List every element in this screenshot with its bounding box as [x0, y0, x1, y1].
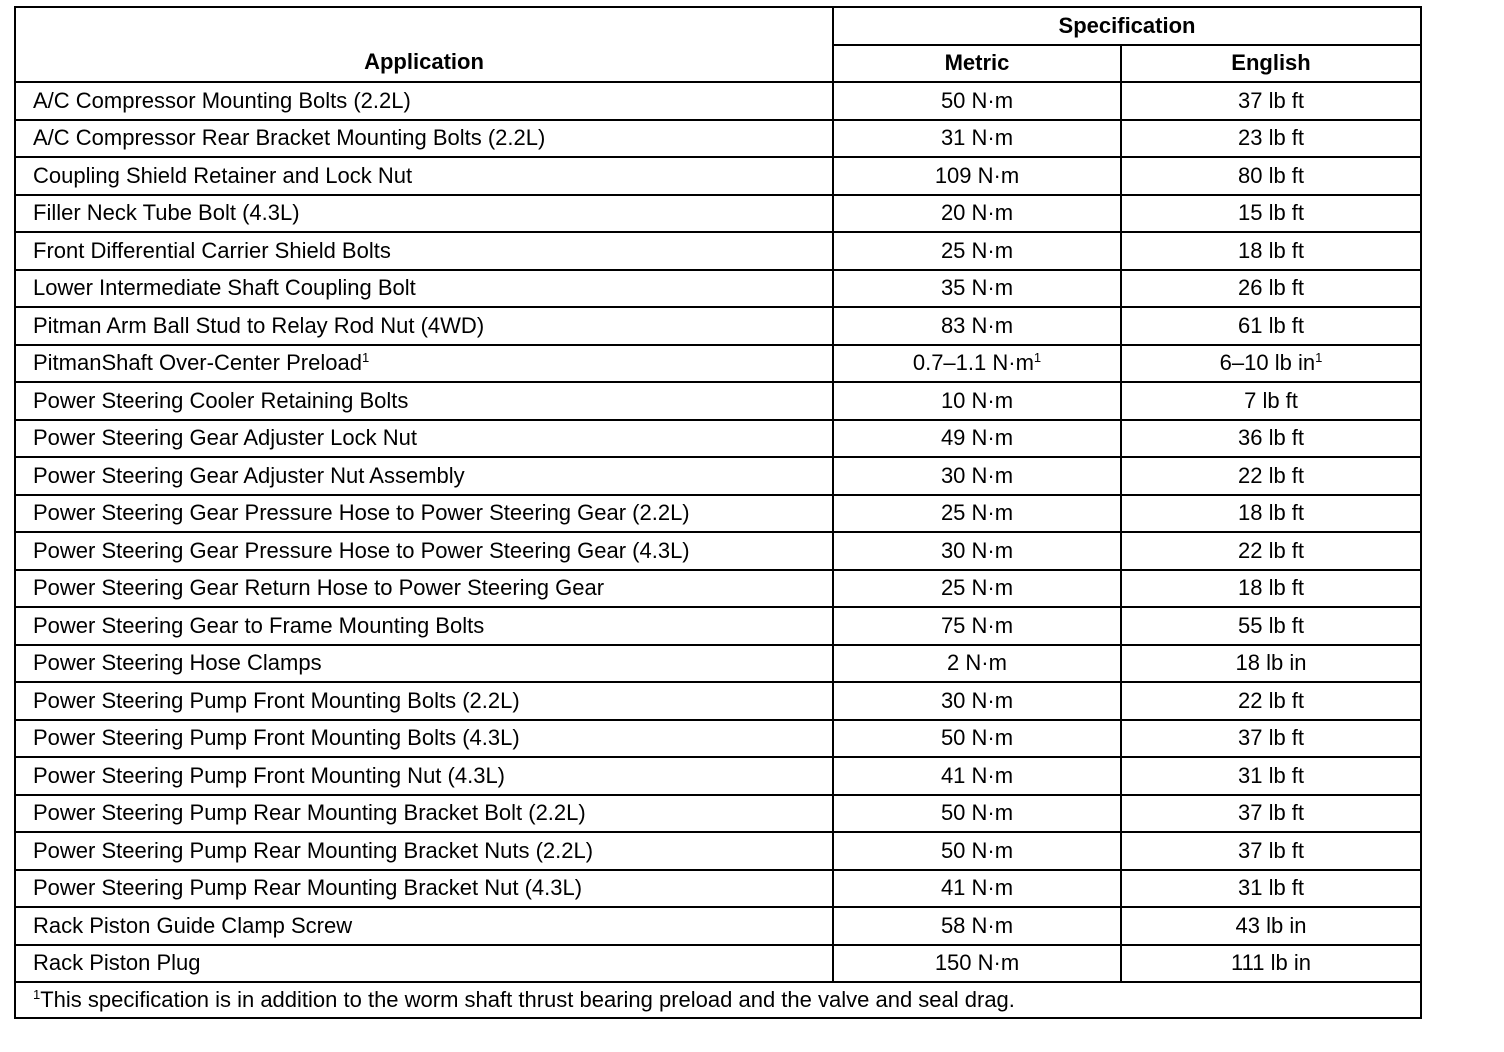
footnote-cell [15, 982, 1421, 1018]
metric-cell [833, 232, 1121, 270]
application-cell [15, 232, 833, 270]
metric-cell [833, 270, 1121, 308]
metric-cell-text: 2 N·m [947, 650, 1007, 676]
metric-cell-text: 49 N·m [940, 425, 1014, 451]
english-cell-text: 37 lb ft [1237, 800, 1305, 826]
table-row [15, 270, 1421, 308]
application-cell [15, 195, 833, 233]
english-cell [1121, 195, 1421, 233]
metric-cell-text: 10 N·m [940, 387, 1014, 413]
application-cell [15, 795, 833, 833]
metric-cell-text: 41 N·m [940, 875, 1014, 901]
metric-cell [833, 195, 1121, 233]
application-cell [15, 720, 833, 758]
english-cell [1121, 945, 1421, 983]
application-cell [15, 945, 833, 983]
table-row [15, 120, 1421, 158]
header-english: English [1121, 45, 1421, 83]
application-cell-text: Lower Intermediate Shaft Coupling Bolt [33, 275, 416, 301]
application-cell [15, 870, 833, 908]
metric-cell-text: 75 N·m [940, 612, 1014, 638]
application-cell [15, 607, 833, 645]
metric-cell-text: 50 N·m [940, 87, 1014, 113]
english-cell [1121, 645, 1421, 683]
application-cell-text: Power Steering Pump Front Mounting Nut (4.3L) [33, 762, 506, 788]
metric-cell [833, 570, 1121, 608]
english-cell-text: 31 lb ft [1237, 762, 1305, 788]
metric-cell [833, 82, 1121, 120]
table-row [15, 907, 1421, 945]
metric-cell [833, 345, 1121, 383]
application-cell-text: Power Steering Pump Rear Mounting Bracket Nuts (2.2L) [33, 837, 594, 863]
metric-cell-text: 50 N·m [940, 837, 1014, 863]
english-cell-text: 36 lb ft [1237, 425, 1305, 451]
application-cell [15, 420, 833, 458]
metric-cell-text: 30 N·m [940, 687, 1014, 713]
english-cell [1121, 382, 1421, 420]
table-row [15, 457, 1421, 495]
application-cell [15, 495, 833, 533]
application-cell [15, 645, 833, 683]
english-cell-text: 37 lb ft [1237, 837, 1305, 863]
metric-cell [833, 907, 1121, 945]
english-cell [1121, 345, 1421, 383]
table-row [15, 607, 1421, 645]
table-row [15, 307, 1421, 345]
application-cell-text: Filler Neck Tube Bolt (4.3L) [33, 200, 300, 226]
metric-cell-text: 25 N·m [940, 237, 1014, 263]
table-row [15, 645, 1421, 683]
application-cell-text: Power Steering Hose Clamps [33, 650, 322, 676]
table-row [15, 720, 1421, 758]
english-cell-text: 18 lb ft [1237, 575, 1305, 601]
english-cell-text: 18 lb ft [1237, 500, 1305, 526]
application-cell-text: Front Differential Carrier Shield Bolts [33, 237, 391, 263]
english-cell [1121, 682, 1421, 720]
table-row [15, 232, 1421, 270]
application-cell-text: Coupling Shield Retainer and Lock Nut [33, 162, 413, 188]
application-cell [15, 120, 833, 158]
english-cell-text: 7 lb ft [1244, 387, 1298, 413]
footnote-reference: 1 [361, 350, 370, 366]
english-cell-text: 26 lb ft [1237, 275, 1305, 301]
english-cell-text: 55 lb ft [1237, 612, 1305, 638]
application-cell-text: Power Steering Gear Adjuster Lock Nut [33, 425, 417, 451]
table-row [15, 82, 1421, 120]
metric-cell [833, 532, 1121, 570]
metric-cell [833, 832, 1121, 870]
metric-cell [833, 120, 1121, 158]
application-cell-text: Power Steering Cooler Retaining Bolts [33, 387, 409, 413]
footnote-row [15, 982, 1421, 1018]
application-cell [15, 532, 833, 570]
table-row [15, 757, 1421, 795]
english-cell [1121, 157, 1421, 195]
metric-cell [833, 457, 1121, 495]
metric-cell-text: 30 N·m [940, 462, 1014, 488]
application-cell [15, 907, 833, 945]
metric-cell [833, 157, 1121, 195]
english-cell [1121, 832, 1421, 870]
table-row [15, 832, 1421, 870]
table-row [15, 945, 1421, 983]
english-cell-text: 23 lb ft [1237, 125, 1305, 151]
application-cell-text: Power Steering Pump Front Mounting Bolts (2.2L) [33, 687, 520, 713]
english-cell-text: 22 lb ft [1237, 462, 1305, 488]
metric-cell-text: 41 N·m [940, 762, 1014, 788]
header-row-top [15, 7, 1421, 45]
application-cell [15, 82, 833, 120]
application-cell-text: Power Steering Pump Front Mounting Bolts (4.3L) [33, 725, 520, 751]
table-row [15, 382, 1421, 420]
english-cell-text: 37 lb ft [1237, 725, 1305, 751]
english-cell [1121, 270, 1421, 308]
table-row [15, 532, 1421, 570]
metric-cell [833, 307, 1121, 345]
english-cell [1121, 907, 1421, 945]
english-cell [1121, 570, 1421, 608]
application-cell [15, 382, 833, 420]
english-cell [1121, 757, 1421, 795]
header-application: Application [15, 7, 833, 82]
english-cell [1121, 420, 1421, 458]
english-cell-text: 15 lb ft [1237, 200, 1305, 226]
application-cell-text: Rack Piston Plug [33, 950, 201, 976]
application-cell [15, 570, 833, 608]
english-cell-text: 43 lb in [1235, 912, 1307, 938]
english-cell [1121, 870, 1421, 908]
header-specification: Specification [833, 7, 1421, 45]
metric-cell [833, 757, 1121, 795]
application-cell [15, 682, 833, 720]
english-cell [1121, 457, 1421, 495]
metric-cell-text: 58 N·m [940, 912, 1014, 938]
application-cell [15, 832, 833, 870]
table-row [15, 870, 1421, 908]
torque-specification-table [14, 6, 1422, 1019]
metric-cell-text: 35 N·m [940, 275, 1014, 301]
metric-cell-text: 31 N·m [940, 125, 1014, 151]
metric-cell [833, 682, 1121, 720]
table-row [15, 570, 1421, 608]
application-cell-text: Power Steering Pump Rear Mounting Bracket Bolt (2.2L) [33, 800, 586, 826]
footnote-reference: 1 [1315, 350, 1323, 366]
english-cell-text: 6–10 lb in [1219, 350, 1316, 376]
table-row [15, 495, 1421, 533]
application-cell-text: A/C Compressor Rear Bracket Mounting Bolts (2.2L) [33, 125, 546, 151]
application-cell [15, 457, 833, 495]
english-cell-text: 22 lb ft [1237, 537, 1305, 563]
table-row [15, 420, 1421, 458]
application-cell-text: Pitman Arm Ball Stud to Relay Rod Nut (4WD) [33, 312, 485, 338]
english-cell-text: 22 lb ft [1237, 687, 1305, 713]
table-row [15, 795, 1421, 833]
metric-cell-text: 0.7–1.1 N·m [912, 350, 1034, 376]
english-cell [1121, 532, 1421, 570]
english-cell [1121, 795, 1421, 833]
metric-cell-text: 150 N·m [934, 950, 1020, 976]
metric-cell [833, 607, 1121, 645]
application-cell-text: Rack Piston Guide Clamp Screw [33, 912, 353, 938]
metric-cell [833, 645, 1121, 683]
application-cell-text: Power Steering Gear Return Hose to Power Steering Gear [33, 575, 605, 601]
application-cell [15, 345, 833, 383]
table-row [15, 157, 1421, 195]
table-row [15, 345, 1421, 383]
english-cell [1121, 232, 1421, 270]
table-body [15, 82, 1421, 982]
english-cell [1121, 120, 1421, 158]
footnote-text: This specification is in addition to the worm shaft thrust bearing preload and the valve and seal drag. [40, 987, 1015, 1012]
metric-cell [833, 945, 1121, 983]
application-cell-text: Power Steering Gear Pressure Hose to Power Steering Gear (2.2L) [33, 500, 690, 526]
application-cell [15, 307, 833, 345]
english-cell [1121, 307, 1421, 345]
footnote-marker: 1 [33, 987, 41, 1002]
metric-cell [833, 382, 1121, 420]
english-cell-text: 111 lb in [1231, 950, 1311, 976]
metric-cell-text: 50 N·m [940, 800, 1014, 826]
english-cell-text: 80 lb ft [1237, 162, 1305, 188]
english-cell-text: 18 lb ft [1237, 237, 1305, 263]
metric-cell-text: 83 N·m [940, 312, 1014, 338]
metric-cell [833, 720, 1121, 758]
metric-cell [833, 420, 1121, 458]
english-cell [1121, 82, 1421, 120]
english-cell-text: 37 lb ft [1237, 87, 1305, 113]
english-cell-text: 18 lb in [1235, 650, 1307, 676]
metric-cell [833, 495, 1121, 533]
footnote-reference: 1 [1033, 350, 1042, 366]
application-cell-text: PitmanShaft Over-Center Preload [33, 350, 362, 376]
application-cell-text: Power Steering Gear Adjuster Nut Assembly [33, 462, 465, 488]
english-cell [1121, 495, 1421, 533]
table-row [15, 195, 1421, 233]
application-cell-text: Power Steering Gear Pressure Hose to Power Steering Gear (4.3L) [33, 537, 690, 563]
table-row [15, 682, 1421, 720]
application-cell [15, 757, 833, 795]
application-cell-text: Power Steering Pump Rear Mounting Bracket Nut (4.3L) [33, 875, 583, 901]
metric-cell-text: 50 N·m [940, 725, 1014, 751]
english-cell [1121, 720, 1421, 758]
english-cell-text: 61 lb ft [1237, 312, 1305, 338]
english-cell-text: 31 lb ft [1237, 875, 1305, 901]
metric-cell-text: 20 N·m [940, 200, 1014, 226]
metric-cell-text: 109 N·m [934, 162, 1020, 188]
metric-cell-text: 25 N·m [940, 575, 1014, 601]
metric-cell [833, 870, 1121, 908]
application-cell [15, 157, 833, 195]
metric-cell [833, 795, 1121, 833]
application-cell [15, 270, 833, 308]
application-cell-text: Power Steering Gear to Frame Mounting Bolts [33, 612, 485, 638]
metric-cell-text: 30 N·m [940, 537, 1014, 563]
header-metric: Metric [833, 45, 1121, 83]
application-cell-text: A/C Compressor Mounting Bolts (2.2L) [33, 87, 411, 113]
metric-cell-text: 25 N·m [940, 500, 1014, 526]
english-cell [1121, 607, 1421, 645]
